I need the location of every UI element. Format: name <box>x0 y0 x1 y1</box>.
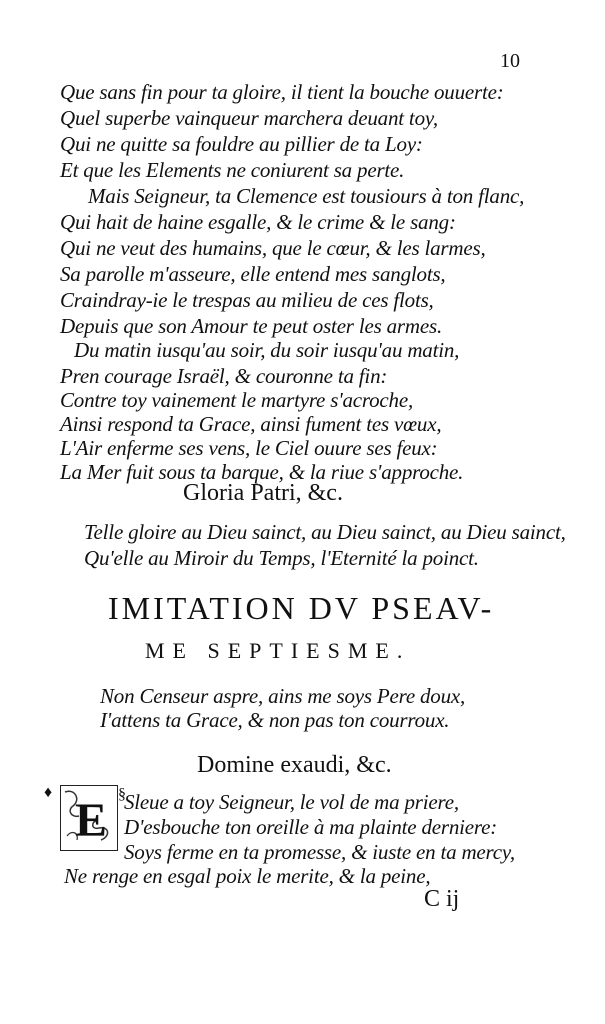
verse-line: L'Air enferme ses vens, le Ciel ouure ses feux: <box>60 436 438 460</box>
argument-line: Non Censeur aspre, ains me soys Pere doux, <box>100 684 466 708</box>
verse-line: Soys ferme en ta promesse, & iuste en ta mercy, <box>124 840 515 864</box>
verse-line: Sleue a toy Seigneur, le vol de ma priere, <box>124 790 459 814</box>
argument-line: I'attens ta Grace, & non pas ton courroux. <box>100 708 450 732</box>
ornament-mark: ♦ <box>44 784 53 801</box>
verse-line: La Mer fuit sous ta barque, & la riue s'approche. <box>60 460 464 484</box>
verse-line: Pren courage Israël, & couronne ta fin: <box>60 364 388 388</box>
gloria-heading: Gloria Patri, &c. <box>183 480 343 506</box>
section-title: IMITATION DV PSEAV- <box>108 590 495 626</box>
doxology-line: Telle gloire au Dieu sainct, au Dieu sainct, au Dieu sainct, <box>84 520 566 544</box>
signature-mark: C ij <box>424 886 460 912</box>
psalm-incipit: Domine exaudi, &c. <box>197 752 392 778</box>
verse-line: Contre toy vainement le martyre s'acroche, <box>60 388 413 412</box>
verse-line: D'esbouche ton oreille à ma plainte derniere: <box>124 815 498 839</box>
doxology-line: Qu'elle au Miroir du Temps, l'Eternité la poinct. <box>84 546 479 570</box>
ornamented-drop-cap <box>60 785 118 851</box>
verse-line: Depuis que son Amour te peut oster les armes. <box>60 314 442 338</box>
drop-cap-letter: E <box>75 794 108 847</box>
verse-line: Qui hait de haine esgalle, & le crime & le sang: <box>60 210 456 234</box>
drop-cap-ornament <box>61 786 116 849</box>
verse-line: Du matin iusqu'au soir, du soir iusqu'au matin, <box>74 338 460 362</box>
verse-line: Ne renge en esgal poix le merite, & la peine, <box>64 864 431 888</box>
verse-line: Mais Seigneur, ta Clemence est tousiours à ton flanc, <box>88 184 525 208</box>
verse-line: Et que les Elements ne coniurent sa perte. <box>60 158 405 182</box>
verse-line: Craindray-ie le trespas au milieu de ces flots, <box>60 288 434 312</box>
verse-line: Qui ne quitte sa fouldre au pillier de ta Loy: <box>60 132 423 156</box>
ornament-mark: § <box>118 786 126 803</box>
verse-line: Qui ne veut des humains, que le cœur, & les larmes, <box>60 236 486 260</box>
section-title-continued: ME SEPTIESME. <box>145 638 411 663</box>
verse-line: Sa parolle m'asseure, elle entend mes sanglots, <box>60 262 446 286</box>
page-number: 10 <box>500 50 520 72</box>
verse-line: Ainsi respond ta Grace, ainsi fument tes vœux, <box>60 412 442 436</box>
verse-line: Que sans fin pour ta gloire, il tient la bouche ouuerte: <box>60 80 504 104</box>
verse-line: Quel superbe vainqueur marchera deuant toy, <box>60 106 438 130</box>
